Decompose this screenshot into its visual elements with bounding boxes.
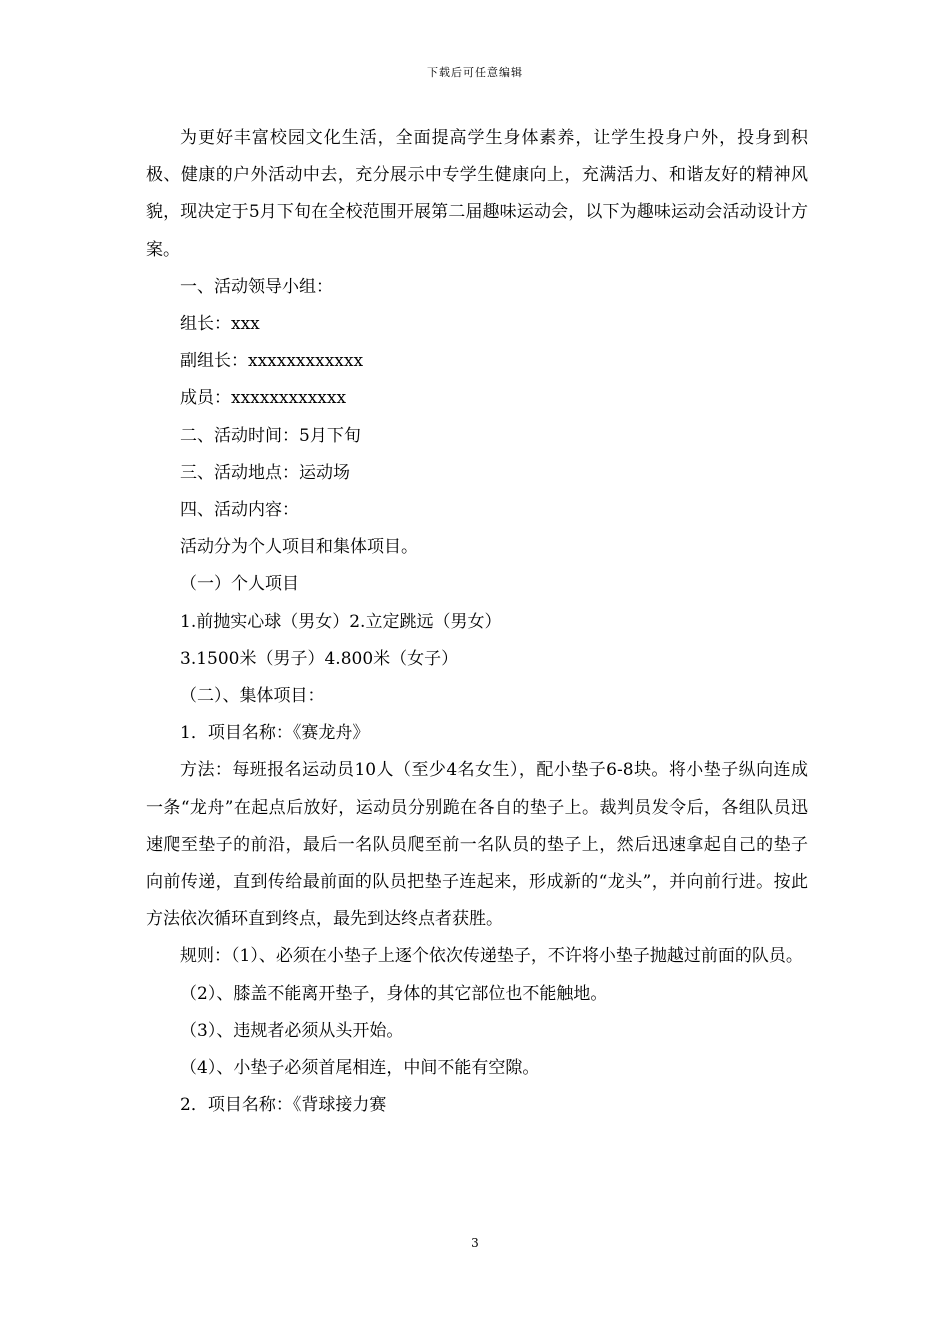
event-1-title: 1．项目名称：《赛龙舟》 (180, 723, 370, 744)
event-2-title: 2．项目名称：《背球接力赛 (180, 1095, 387, 1116)
event-1-rule-3: （3）、违规者必须从头开始。 (180, 1020, 404, 1041)
heading-activity-time: 二、活动时间：5月下旬 (180, 425, 361, 446)
deputy-leader-line: 副组长：xxxxxxxxxxxx (180, 351, 364, 372)
heading-leadership-group: 一、活动领导小组： (180, 276, 333, 297)
leader-line: 组长：xxx (180, 314, 260, 335)
page-number: 3 (471, 1236, 479, 1250)
paragraph-activity-types: 活动分为个人项目和集体项目。 (180, 537, 418, 558)
paragraph-intro: 为更好丰富校园文化生活，全面提高学生身体素养，让学生投身户外，投身到积极、健康的户外活动中去，充分展示中专学生健康向上，充满活力、和谐友好的精神风貌，现决定于5月下旬在全校范围开展第二届趣味运动会，以下为趣味运动会活动设计方案。 (146, 128, 808, 260)
event-1-rule-2: （2）、膝盖不能离开垫子，身体的其它部位也不能触地。 (180, 983, 608, 1004)
individual-events-line-2: 3.1500米（男子）4.800米（女子） (180, 648, 459, 669)
heading-activity-content: 四、活动内容： (180, 500, 299, 521)
subheading-individual-events: （一）个人项目 (180, 574, 299, 595)
members-line: 成员：xxxxxxxxxxxx (180, 388, 347, 409)
document-body (146, 120, 808, 1124)
event-1-method: 方法：每班报名运动员10人（至少4名女生），配小垫子6-8块。将小垫子纵向连成一条“龙舟”在起点后放好，运动员分别跪在各自的垫子上。裁判员发令后，各组队员迅速爬至垫子的前沿，最后一名队员爬至前一名队员的垫子上，然后迅速拿起自己的垫子向前传递，直到传给最前面的队员把垫子连起来，形成新的“龙头”，并向前行进。按此方法依次循环直到终点，最先到达终点者获胜。 (146, 760, 808, 930)
heading-activity-location: 三、活动地点：运动场 (180, 462, 350, 483)
individual-events-line-1: 1.前抛实心球（男女）2.立定跳远（男女） (180, 611, 502, 632)
event-1-rule-4: （4）、小垫子必须首尾相连，中间不能有空隙。 (180, 1058, 540, 1079)
event-1-rule-1: 规则：（1）、必须在小垫子上逐个依次传递垫子，不许将小垫子抛越过前面的队员。 (180, 946, 803, 967)
page-header: 下载后可任意编辑 (427, 66, 523, 79)
subheading-group-events: （二）、集体项目： (180, 686, 325, 707)
